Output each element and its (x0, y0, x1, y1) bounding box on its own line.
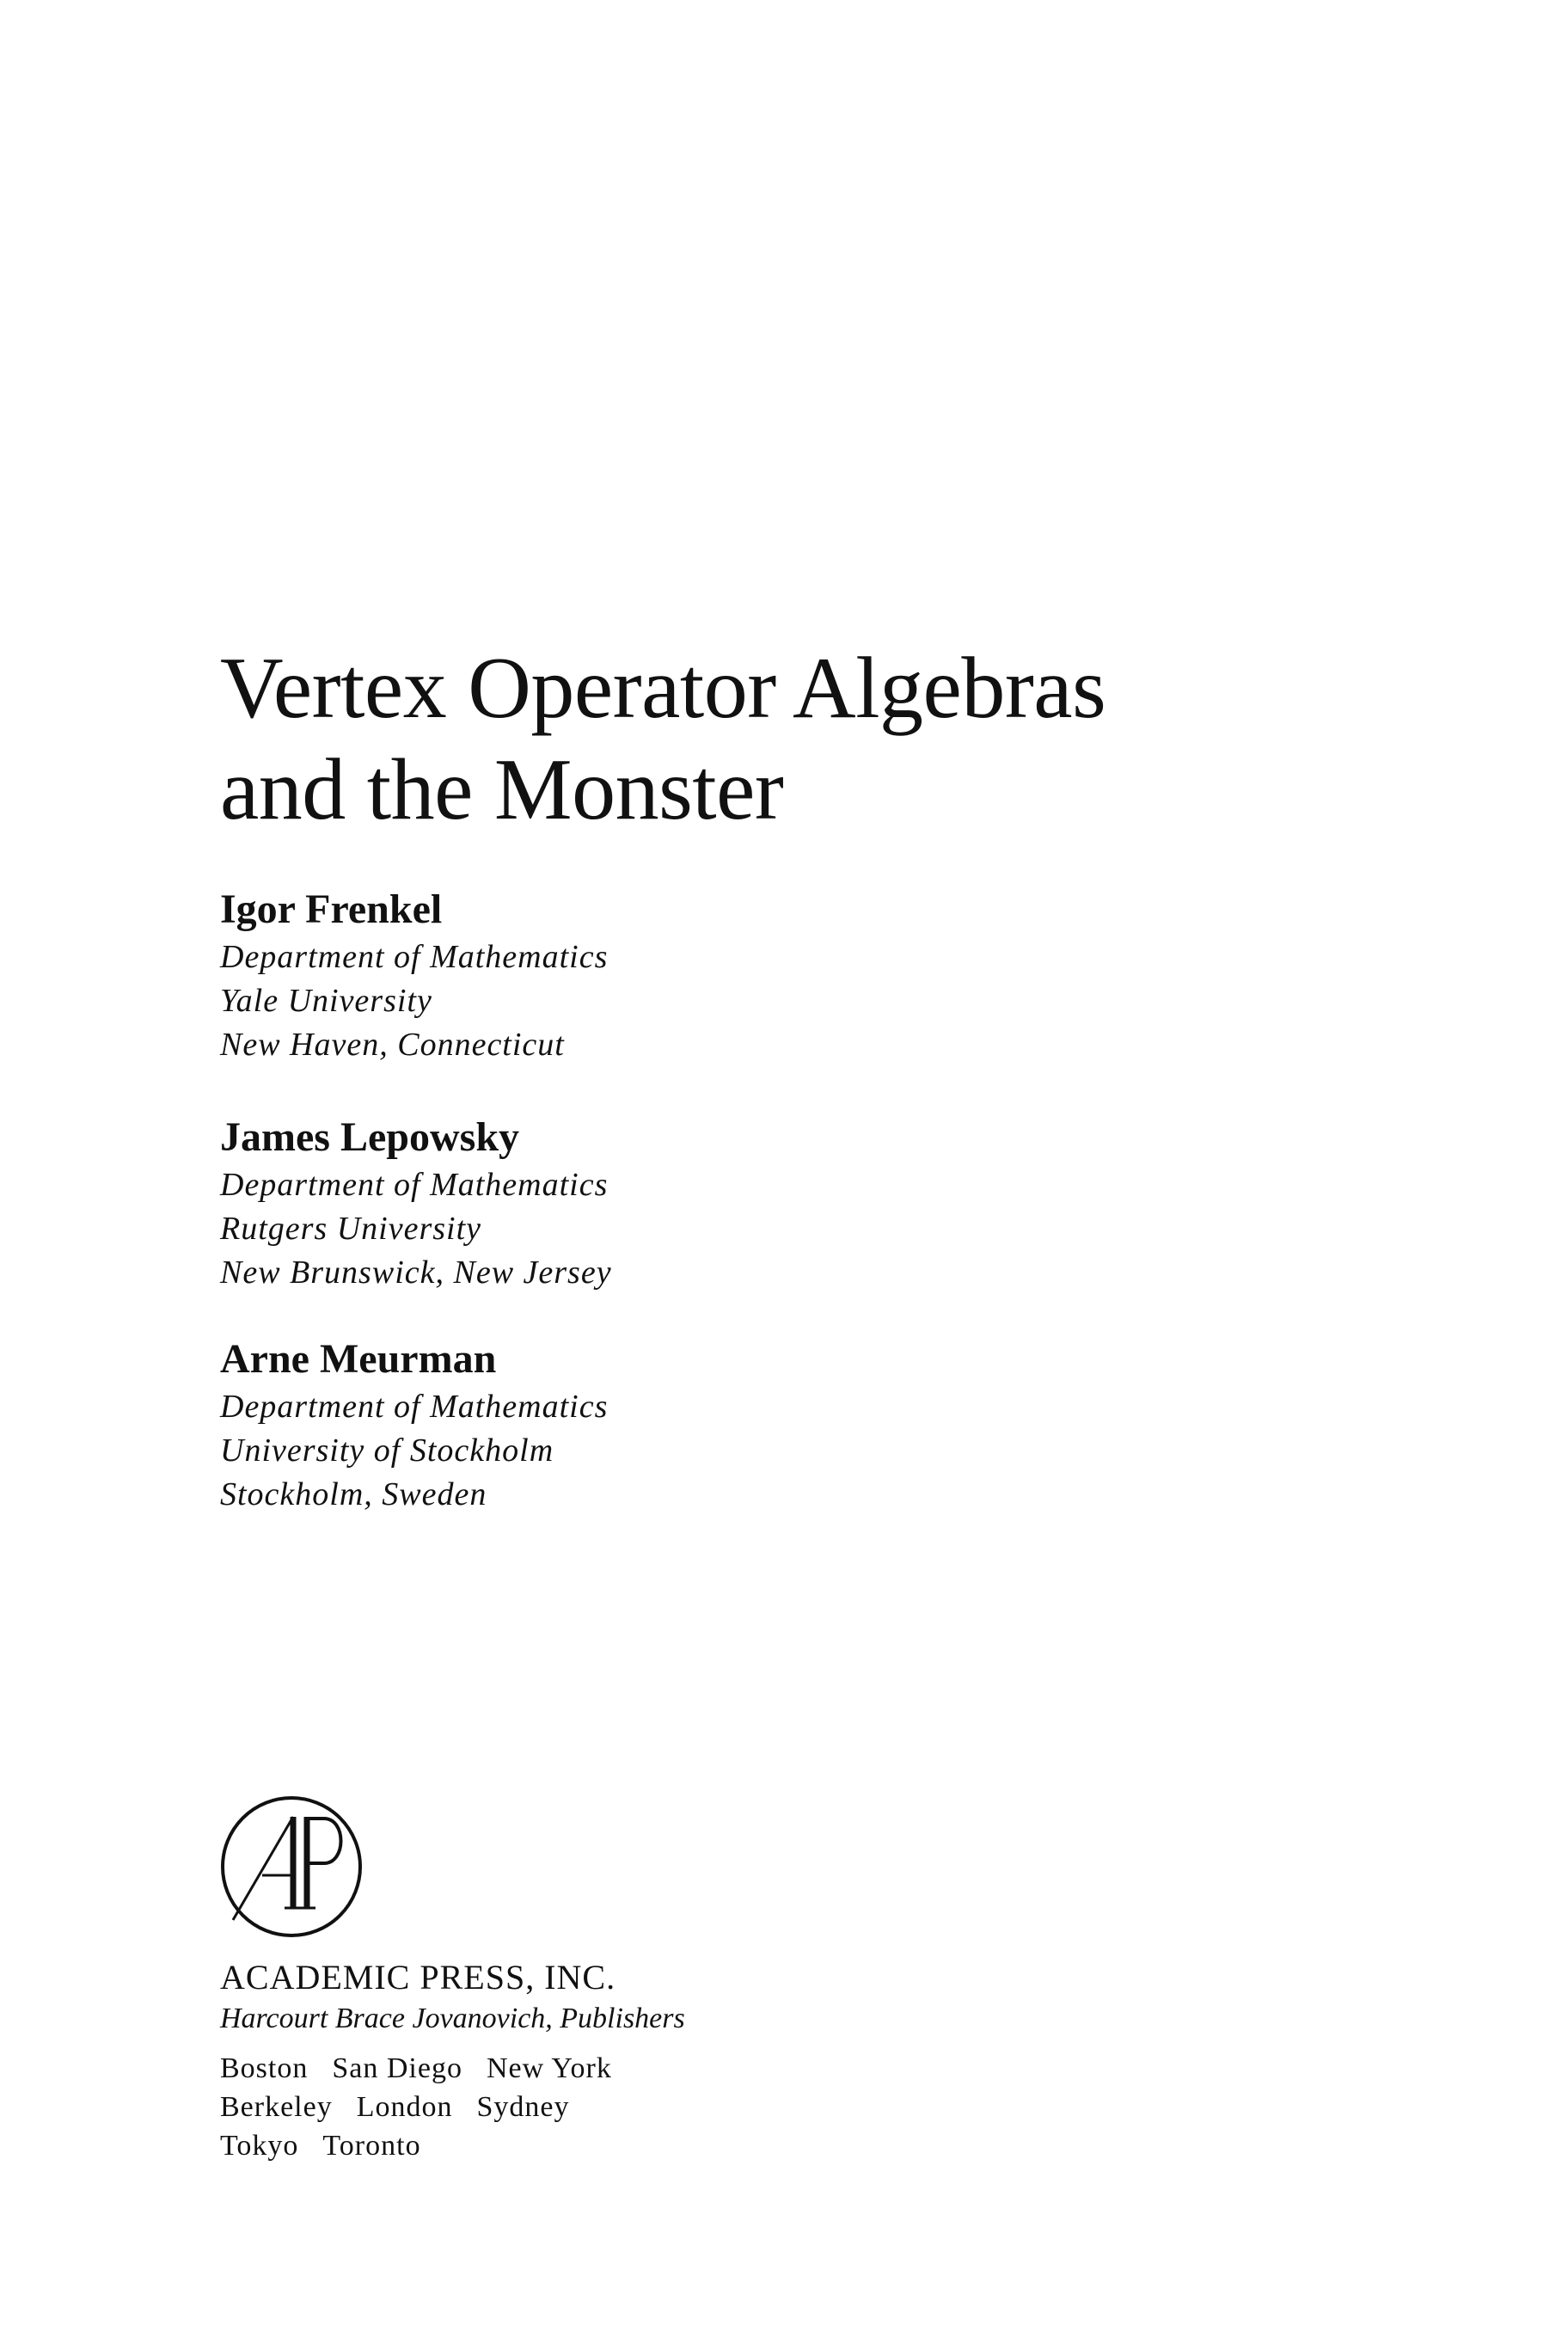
author-block (220, 1335, 608, 1517)
author-location: New Haven, Connecticut (220, 1027, 565, 1063)
city: New York (486, 2052, 612, 2084)
city-row (220, 2126, 685, 2165)
title-line-2: and the Monster (220, 741, 784, 838)
author-name: Igor Frenkel (220, 886, 443, 932)
city: San Diego (332, 2052, 462, 2084)
author-block (220, 886, 608, 1067)
publisher-name: ACADEMIC PRESS, INC. (220, 1958, 616, 1997)
author-department: Department of Mathematics (220, 1167, 609, 1203)
city-row (220, 2049, 685, 2088)
author-institution: Yale University (220, 983, 432, 1019)
author-department: Department of Mathematics (220, 1389, 609, 1425)
author-location: Stockholm, Sweden (220, 1476, 487, 1512)
author-name: Arne Meurman (220, 1336, 497, 1382)
city-row (220, 2088, 685, 2126)
publisher-block (220, 1956, 685, 2165)
author-location: New Brunswick, New Jersey (220, 1254, 612, 1291)
city: Tokyo (220, 2130, 299, 2162)
author-institution: University of Stockholm (220, 1432, 554, 1469)
academic-press-logo-icon (217, 1793, 365, 1941)
book-title (220, 638, 1106, 841)
author-department: Department of Mathematics (220, 939, 609, 975)
title-line-1: Vertex Operator Algebras (220, 640, 1106, 737)
city: Toronto (322, 2130, 421, 2162)
author-block (220, 1113, 612, 1295)
author-name: James Lepowsky (220, 1114, 520, 1160)
city: Berkeley (220, 2091, 333, 2123)
city: London (356, 2091, 453, 2123)
publisher-cities (220, 2049, 685, 2165)
author-institution: Rutgers University (220, 1211, 482, 1247)
city: Boston (220, 2052, 309, 2084)
publisher-subtitle: Harcourt Brace Jovanovich, Publishers (220, 2003, 685, 2034)
city: Sydney (476, 2091, 570, 2123)
